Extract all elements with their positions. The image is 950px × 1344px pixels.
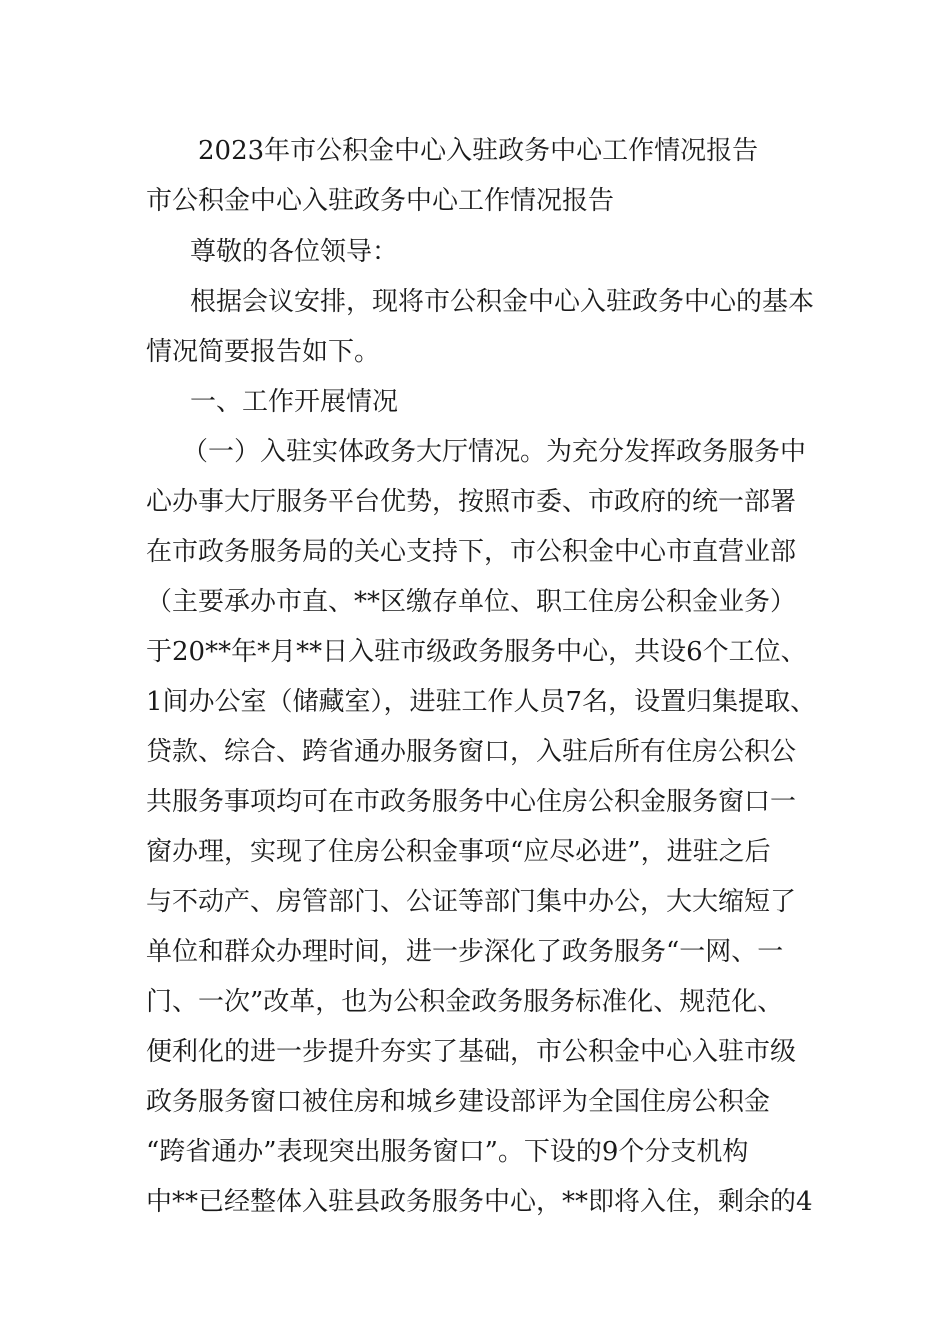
body-line: （主要承办市直、**区缴存单位、职工住房公积金业务） — [146, 587, 797, 617]
body-line: 中**已经整体入驻县政务服务中心，**即将入住，剩余的4 — [146, 1187, 813, 1217]
body-line: 心办事大厅服务平台优势，按照市委、市政府的统一部署 — [146, 487, 797, 517]
body-line: 贷款、综合、跨省通办服务窗口，入驻后所有住房公积公 — [146, 737, 797, 767]
body-line: “跨省通办”表现突出服务窗口”。下设的9个分支机构 — [146, 1137, 749, 1167]
body-line: 在市政务服务局的关心支持下，市公积金中心市直营业部 — [146, 537, 797, 567]
body-line: 门、一次”改革，也为公积金政务服务标准化、规范化、 — [146, 987, 784, 1017]
body-line: 于20**年*月**日入驻市级政务服务中心，共设6个工位、 — [146, 637, 807, 667]
document-title: 2023年市公积金中心入驻政务中心工作情况报告 — [198, 136, 759, 166]
document-subtitle: 市公积金中心入驻政务中心工作情况报告 — [146, 186, 615, 216]
body-line: 1间办公室（储藏室），进驻工作人员7名，设置归集提取、 — [146, 687, 817, 717]
body-line: 与不动产、房管部门、公证等部门集中办公，大大缩短了 — [146, 887, 797, 917]
body-line: （一）入驻实体政务大厅情况。为充分发挥政务服务中 — [182, 437, 807, 467]
salutation: 尊敬的各位领导： — [190, 237, 399, 267]
body-line: 政务服务窗口被住房和城乡建设部评为全国住房公积金 — [146, 1087, 771, 1117]
body-line: 共服务事项均可在市政务服务中心住房公积金服务窗口一 — [146, 787, 797, 817]
section-heading: 一、工作开展情况 — [190, 387, 399, 417]
intro-line: 情况简要报告如下。 — [146, 337, 381, 367]
intro-line: 根据会议安排，现将市公积金中心入驻政务中心的基本 — [190, 287, 815, 317]
body-line: 便利化的进一步提升夯实了基础，市公积金中心入驻市级 — [146, 1037, 797, 1067]
body-line: 窗办理，实现了住房公积金事项“应尽必进”，进驻之后 — [146, 837, 771, 867]
body-line: 单位和群众办理时间，进一步深化了政务服务“一网、一 — [146, 937, 784, 967]
